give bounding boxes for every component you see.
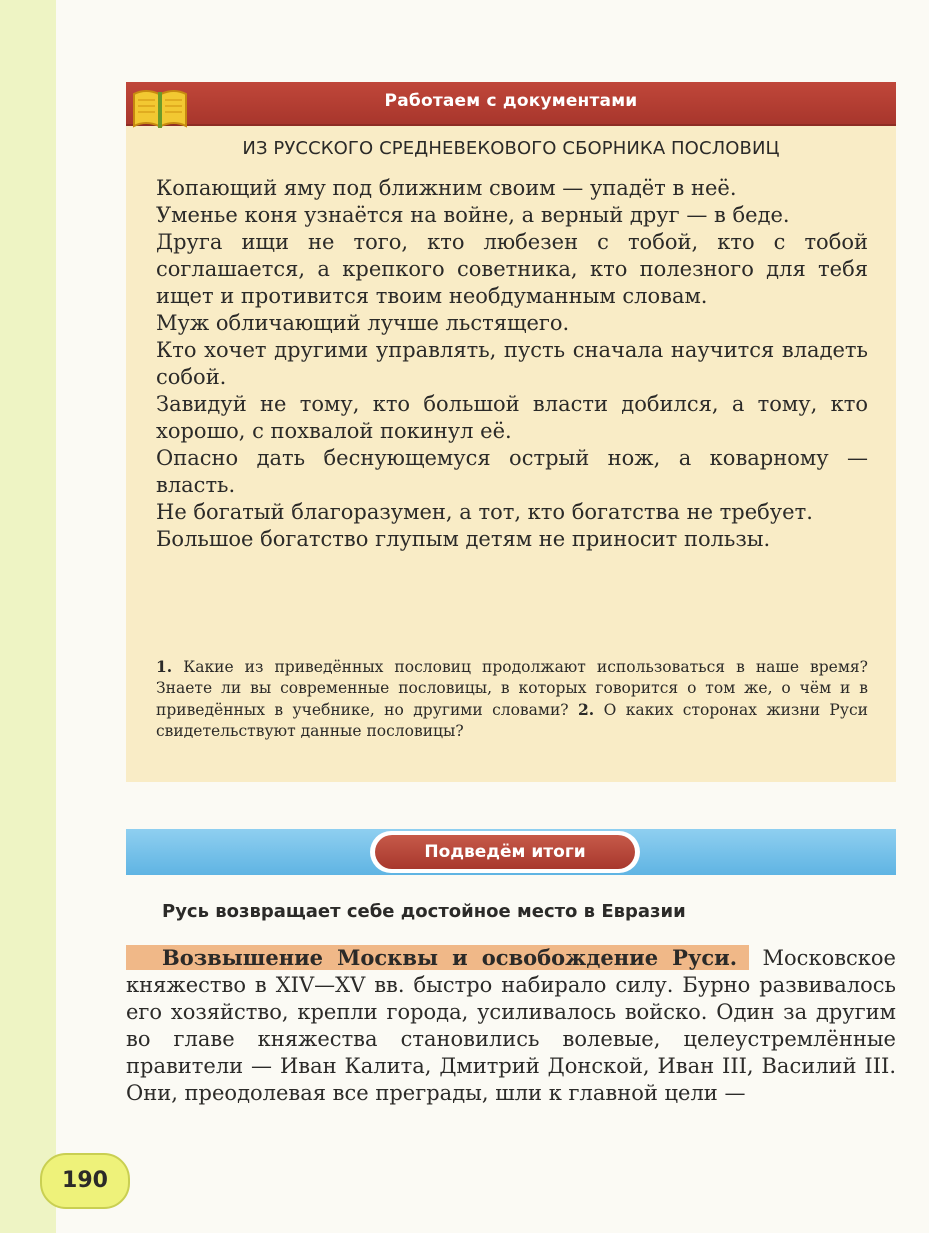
proverb: Муж обличающий лучше льстящего. [156, 311, 570, 335]
proverb: Уменье коня узнаётся на войне, а верный друг — в беде. [156, 203, 790, 227]
proverb: Не богатый благоразумен, а тот, кто богатства не требует. [156, 500, 813, 524]
proverb: Завидуй не тому, кто большой власти добился, а тому, кто хорошо, с похвалой покинул её. [156, 392, 868, 443]
proverb: Большое богатство глупым детям не приносит пользы. [156, 527, 771, 551]
proverb: Копающий яму под ближним своим — упадёт в неё. [156, 176, 737, 200]
proverb: Кто хочет другими управлять, пусть сначала научится владеть собой. [156, 338, 868, 389]
question-text [156, 656, 868, 742]
summary-banner [126, 829, 896, 875]
question-number: 2. [578, 700, 595, 719]
highlighted-heading: Возвышение Москвы и освобождение Руси. [126, 945, 749, 970]
documents-subtitle: ИЗ РУССКОГО СРЕДНЕВЕКОВОГО СБОРНИКА ПОСЛОВИЦ [242, 138, 780, 159]
documents-header [126, 82, 896, 126]
question-1-text: Какие из приведённых пословиц продолжают использоваться в наше время? Знаете ли вы современные пословицы, в которых говорится о том же, о чём и в приведённых в учебнике, но другими словами? [156, 658, 868, 719]
proverb: Опасно дать беснующемуся острый нож, а коварному — власть. [156, 446, 868, 497]
questions-block [156, 656, 868, 742]
open-book-icon [130, 84, 190, 130]
question-2-text: О каких сторонах жизни Руси свидетельствуют данные пословицы? [156, 701, 868, 740]
documents-box [126, 82, 896, 782]
proverb: Друга ищи не того, кто любезен с тобой, кто с тобой соглашается, а крепкого советника, кто полезного для тебя ищет и противится твоим необдуманным словам. [156, 230, 868, 308]
proverbs-list [156, 175, 868, 553]
question-number: 1. [156, 657, 173, 676]
page-number-badge: 190 [40, 1153, 130, 1209]
summary-pill [370, 831, 640, 873]
summary-banner-title: Подведём итоги [375, 835, 635, 869]
summary-body-text: Московское княжество в XIV—XV вв. быстро набирало силу. Бурно развивалось его хозяйство, крепли города, усиливалось войско. Один за другим во главе княжества становились волевые, целеустремлённые правители — Иван Калита, Дмитрий Донской, Иван III, Василий III. Они, преодолевая все преграды, шли к главной цели — [126, 946, 896, 1105]
summary-paragraph [126, 944, 896, 1107]
documents-header-title: Работаем с документами [384, 91, 638, 111]
section-subheading: Русь возвращает себе достойное место в Евразии [162, 901, 686, 922]
page-margin-strip [0, 0, 56, 1233]
